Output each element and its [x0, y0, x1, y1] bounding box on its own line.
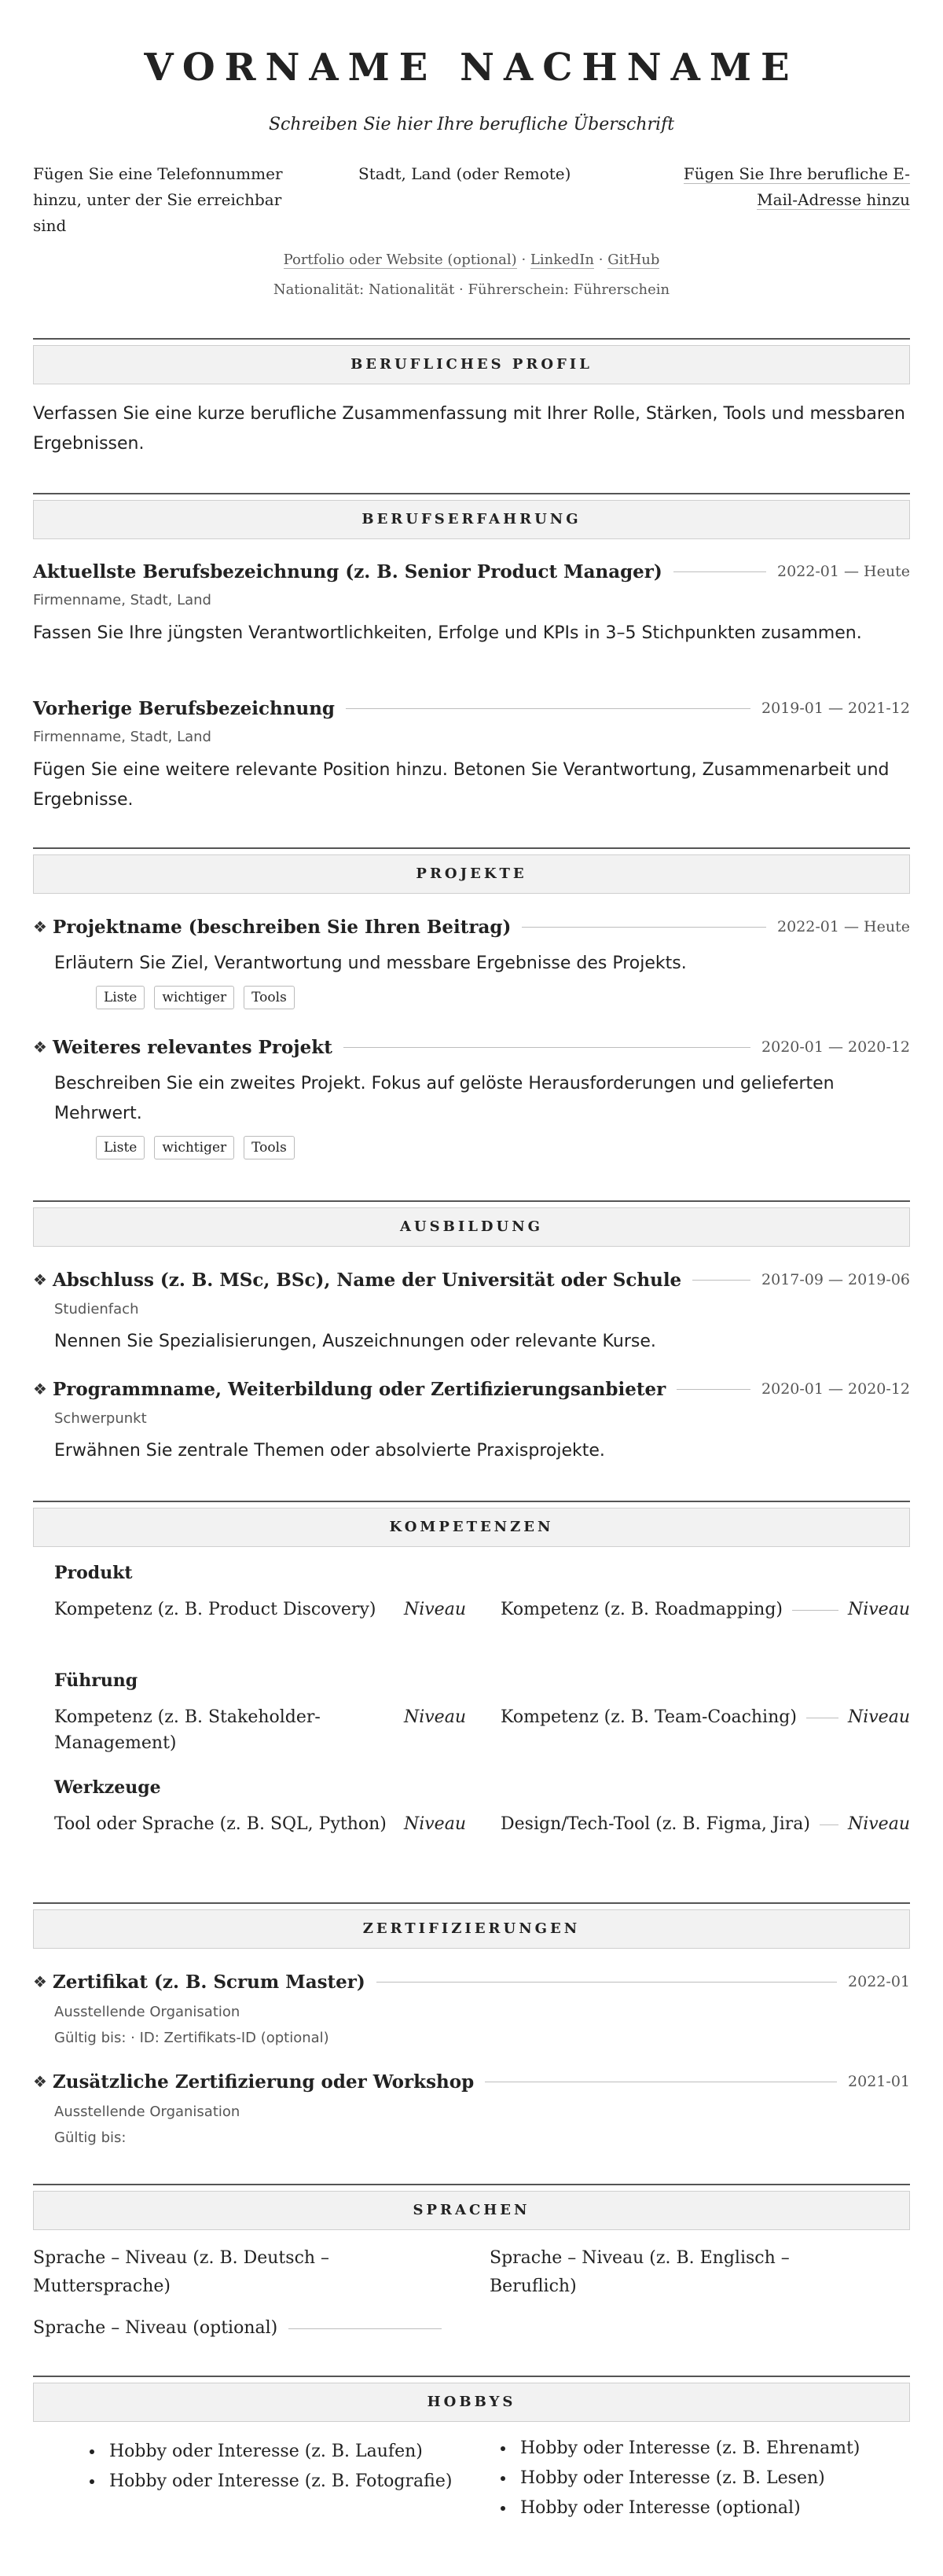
tag: wichtiger — [154, 986, 234, 1009]
certification-date: 2022-01 — [848, 1973, 910, 1990]
skill-item — [501, 1704, 910, 1730]
skill-category: Produkt — [54, 1563, 133, 1583]
leader-line — [288, 2328, 442, 2329]
job-title: Vorherige Berufsbezeichnung — [33, 697, 336, 719]
diamond-bullet-icon: ❖ — [33, 1270, 47, 1289]
job-title: Aktuellste Berufsbezeichnung (z. B. Senior Product Manager) — [33, 560, 662, 582]
section-rule — [33, 2184, 910, 2185]
certification-title: Zusätzliche Zertifizierung oder Workshop — [52, 2071, 475, 2093]
focus-area: Schwerpunkt — [54, 1410, 147, 1427]
section-rule — [33, 847, 910, 849]
section-heading-skills: KOMPETENZEN — [33, 1508, 910, 1547]
personal-meta: Nationalität: Nationalität · Führerschein: Führerschein — [273, 281, 670, 298]
education-dates: 2020-01 — 2020-12 — [761, 1380, 910, 1398]
hobby-list-left — [84, 2437, 482, 2497]
hobby-item: • Hobby oder Interesse (optional) — [516, 2493, 908, 2523]
company: Firmenname, Stadt, Land — [33, 729, 211, 745]
skill-level: Niveau — [847, 1814, 910, 1834]
project-description: Erläutern Sie Ziel, Verantwortung und messbare Ergebnisse des Projekts. — [54, 954, 687, 973]
experience-entry-header — [33, 558, 910, 585]
language-item — [33, 2314, 442, 2343]
section-rule — [33, 2376, 910, 2377]
section-heading-profile: BERUFLICHES PROFIL — [33, 345, 910, 384]
education-description: Nennen Sie Spezialisierungen, Auszeichnungen oder relevante Kurse. — [54, 1332, 656, 1351]
project-dates: 2022-01 — Heute — [777, 918, 910, 935]
project-dates: 2020-01 — 2020-12 — [761, 1038, 910, 1056]
hobby-item: • Hobby oder Interesse (z. B. Lesen) — [516, 2464, 908, 2493]
section-heading-projects: PROJEKTE — [33, 854, 910, 894]
field-of-study: Studienfach — [54, 1301, 139, 1317]
skill-item — [54, 1811, 466, 1837]
skill-name: Design/Tech-Tool (z. B. Figma, Jira) — [501, 1814, 810, 1834]
tag: Liste — [96, 986, 145, 1009]
skill-level: Niveau — [403, 1600, 466, 1619]
job-dates: 2022-01 — Heute — [777, 563, 910, 580]
issuing-organization: Ausstellende Organisation — [54, 2104, 240, 2120]
skill-item — [501, 1597, 910, 1622]
project-tags — [96, 1136, 295, 1159]
company: Firmenname, Stadt, Land — [33, 592, 211, 608]
leader-line — [692, 1280, 750, 1281]
project-description: Beschreiben Sie ein zweites Projekt. Fokus auf gelöste Herausforderungen und gelieferten Mehrwert. — [54, 1074, 835, 1123]
section-rule — [33, 1200, 910, 1202]
full-name: VORNAME NACHNAME — [144, 46, 799, 90]
leader-line — [376, 1982, 837, 1983]
skill-item — [54, 1704, 466, 1756]
tag: wichtiger — [154, 1136, 234, 1159]
skill-level: Niveau — [847, 1600, 910, 1619]
skill-level: Niveau — [403, 1814, 466, 1834]
skill-category: Werkzeuge — [54, 1777, 161, 1798]
hobby-item: • Hobby oder Interesse (z. B. Fotografie) — [105, 2467, 482, 2497]
project-entry-header — [33, 1034, 910, 1060]
tag: Tools — [244, 986, 295, 1009]
phone: Fügen Sie eine Telefonnummer hinzu, unter der Sie erreichbar sind — [33, 164, 283, 235]
language-text: Sprache – Niveau (optional) — [33, 2318, 278, 2338]
skill-level: Niveau — [403, 1707, 466, 1727]
skill-name: Tool oder Sprache (z. B. SQL, Python) — [54, 1814, 387, 1834]
diamond-bullet-icon: ❖ — [33, 2072, 47, 2091]
location: Stadt, Land (oder Remote) — [358, 164, 571, 183]
diamond-bullet-icon: ❖ — [33, 917, 47, 936]
link-separator: · — [598, 252, 604, 268]
education-entry-header — [33, 1266, 910, 1293]
diamond-bullet-icon: ❖ — [33, 1038, 47, 1056]
skill-level: Niveau — [847, 1707, 910, 1727]
skill-name: Kompetenz (z. B. Product Discovery) — [54, 1600, 376, 1619]
section-rule — [33, 338, 910, 340]
section-heading-experience: BERUFSERFAHRUNG — [33, 500, 910, 539]
job-dates: 2019-01 — 2021-12 — [761, 700, 910, 717]
language-item: Sprache – Niveau (z. B. Englisch – Beruflich) — [490, 2248, 790, 2296]
certification-title: Zertifikat (z. B. Scrum Master) — [52, 1971, 365, 1993]
link-github[interactable]: GitHub — [607, 252, 660, 268]
links-row — [0, 252, 943, 268]
hobby-item: • Hobby oder Interesse (z. B. Laufen) — [105, 2437, 482, 2467]
leader-line — [343, 1047, 750, 1048]
hobby-item: • Hobby oder Interesse (z. B. Ehrenamt) — [516, 2434, 908, 2464]
leader-line — [792, 1610, 838, 1611]
tag: Liste — [96, 1136, 145, 1159]
section-rule — [33, 1902, 910, 1904]
skill-name: Kompetenz (z. B. Stakeholder-Management) — [54, 1707, 321, 1753]
job-description: Fügen Sie eine weitere relevante Position hinzu. Betonen Sie Verantwortung, Zusammenarbeit und Ergebnisse. — [33, 760, 890, 810]
profile-summary: Verfassen Sie eine kurze berufliche Zusammenfassung mit Ihrer Rolle, Stärken, Tools und messbaren Ergebnissen. — [33, 404, 905, 454]
job-description: Fassen Sie Ihre jüngsten Verantwortlichkeiten, Erfolge und KPIs in 3–5 Stichpunkten zusammen. — [33, 623, 862, 643]
diamond-bullet-icon: ❖ — [33, 1380, 47, 1398]
project-tags — [96, 986, 295, 1009]
certification-validity: Gültig bis: — [54, 2130, 127, 2146]
education-description: Erwähnen Sie zentrale Themen oder absolvierte Praxisprojekte. — [54, 1441, 605, 1461]
skill-item — [54, 1597, 466, 1622]
section-rule — [33, 1501, 910, 1502]
section-rule — [33, 493, 910, 494]
leader-line — [346, 708, 750, 709]
skill-name: Kompetenz (z. B. Team-Coaching) — [501, 1707, 797, 1727]
certification-date: 2021-01 — [848, 2073, 910, 2090]
project-title: Weiteres relevantes Projekt — [52, 1036, 332, 1058]
email[interactable] — [651, 161, 910, 213]
experience-entry-header — [33, 695, 910, 722]
tag: Tools — [244, 1136, 295, 1159]
section-heading-education: AUSBILDUNG — [33, 1207, 910, 1247]
section-heading-languages: SPRACHEN — [33, 2191, 910, 2230]
leader-line — [522, 927, 766, 928]
section-heading-certifications: ZERTIFIZIERUNGEN — [33, 1909, 910, 1949]
language-item: Sprache – Niveau (z. B. Deutsch – Muttersprache) — [33, 2248, 330, 2296]
certification-entry-header — [33, 2068, 910, 2095]
link-portfolio[interactable]: Portfolio oder Website (optional) — [283, 252, 517, 268]
education-dates: 2017-09 — 2019-06 — [761, 1271, 910, 1288]
certification-entry-header — [33, 1968, 910, 1995]
headline: Schreiben Sie hier Ihre berufliche Überschrift — [268, 115, 675, 134]
education-entry-header — [33, 1376, 910, 1402]
issuing-organization: Ausstellende Organisation — [54, 2004, 240, 2020]
project-title: Projektname (beschreiben Sie Ihren Beitrag) — [52, 916, 512, 938]
skill-name: Kompetenz (z. B. Roadmapping) — [501, 1600, 783, 1619]
skill-item — [501, 1811, 910, 1837]
email-text[interactable]: Fügen Sie Ihre berufliche E-Mail-Adresse hinzu — [683, 164, 910, 209]
diamond-bullet-icon: ❖ — [33, 1972, 47, 1991]
link-linkedin[interactable]: LinkedIn — [530, 252, 594, 268]
degree-title: Abschluss (z. B. MSc, BSc), Name der Universität oder Schule — [52, 1269, 682, 1291]
leader-line — [677, 1389, 750, 1390]
skill-category: Führung — [54, 1670, 138, 1691]
hobby-list-right — [495, 2434, 908, 2523]
project-entry-header — [33, 913, 910, 940]
certification-validity: Gültig bis: · ID: Zertifikats-ID (optional) — [54, 2030, 329, 2046]
section-heading-hobbies: HOBBYS — [33, 2383, 910, 2422]
degree-title: Programmname, Weiterbildung oder Zertifizierungsanbieter — [52, 1378, 666, 1400]
leader-line — [673, 571, 766, 572]
link-separator: · — [521, 252, 527, 268]
